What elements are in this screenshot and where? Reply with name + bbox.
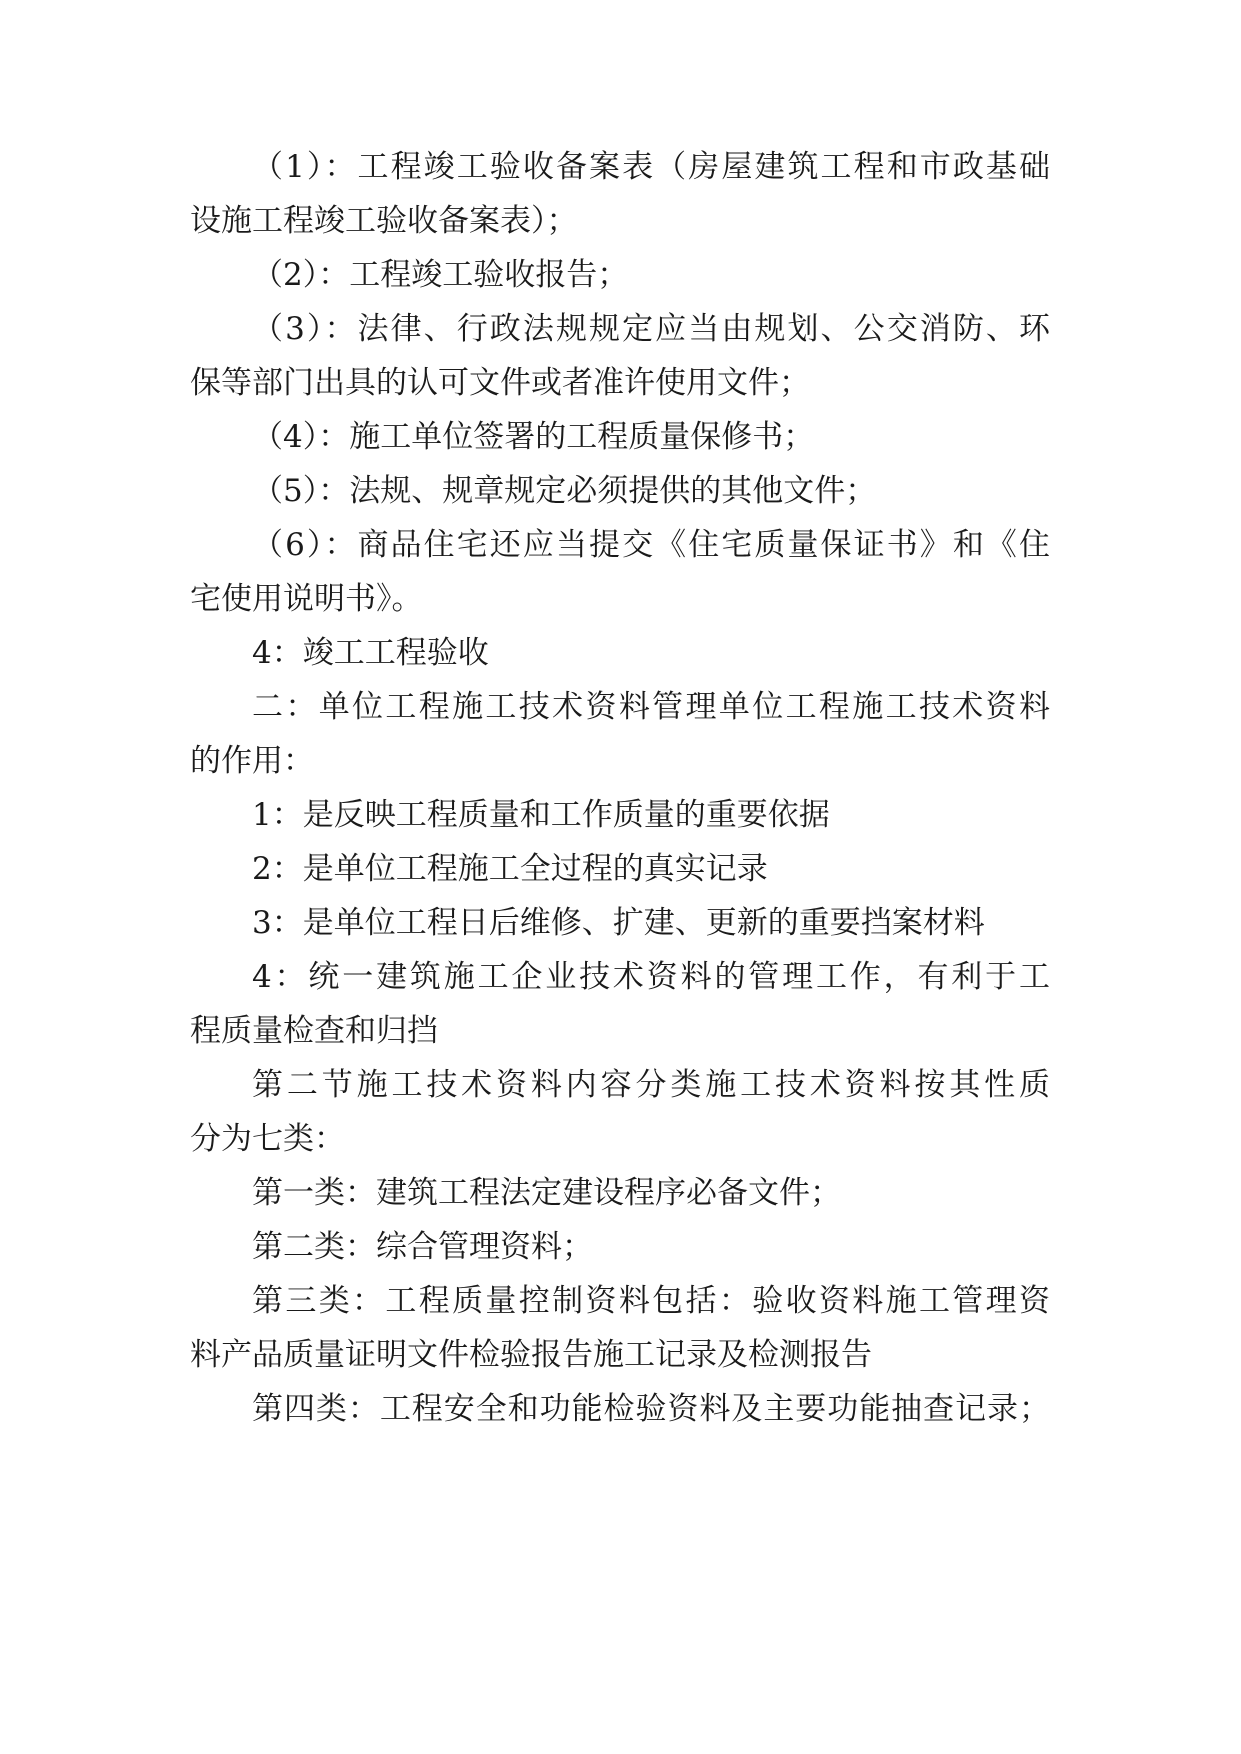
paragraph-line: 保等部门出具的认可文件或者准许使用文件； [190,365,810,401]
paragraph-line: 二：单位工程施工技术资料管理单位工程施工技术资料 [252,689,1050,725]
paragraph-line: （6）：商品住宅还应当提交《住宅质量保证书》和《住 [252,527,1050,563]
paragraph-line: 第三类：工程质量控制资料包括：验收资料施工管理资 [252,1283,1050,1319]
paragraph-line: 宅使用说明书》。 [190,581,423,617]
paragraph-line: 4：竣工工程验收 [252,635,489,671]
paragraph-line: 1：是反映工程质量和工作质量的重要依据 [252,797,830,833]
paragraph-line: 4：统一建筑施工企业技术资料的管理工作，有利于工 [252,959,1050,995]
paragraph-line: （4）：施工单位签署的工程质量保修书； [252,419,815,455]
paragraph-line: 3：是单位工程日后维修、扩建、更新的重要挡案材料 [252,905,985,941]
paragraph-line: （3）：法律、行政法规规定应当由规划、公交消防、环 [252,311,1050,347]
paragraph-line: （5）：法规、规章规定必须提供的其他文件； [252,473,877,509]
paragraph-line: 设施工程竣工验收备案表）； [190,203,578,239]
paragraph-line: 第二类：综合管理资料； [252,1229,593,1265]
paragraph-line: 分为七类： [190,1121,345,1157]
paragraph-line: 第二节施工技术资料内容分类施工技术资料按其性质 [252,1067,1050,1103]
paragraph-line: 的作用： [190,743,314,779]
paragraph-line: 第四类：工程安全和功能检验资料及主要功能抽查记录； [252,1391,1050,1427]
paragraph-line: 程质量检查和归挡 [190,1013,438,1049]
paragraph-line: 2：是单位工程施工全过程的真实记录 [252,851,768,887]
paragraph-line: （2）：工程竣工验收报告； [252,257,629,293]
paragraph-line: （1）：工程竣工验收备案表（房屋建筑工程和市政基础 [252,149,1050,185]
paragraph-line: 第一类：建筑工程法定建设程序必备文件； [252,1175,841,1211]
paragraph-line: 料产品质量证明文件检验报告施工记录及检测报告 [190,1337,872,1373]
